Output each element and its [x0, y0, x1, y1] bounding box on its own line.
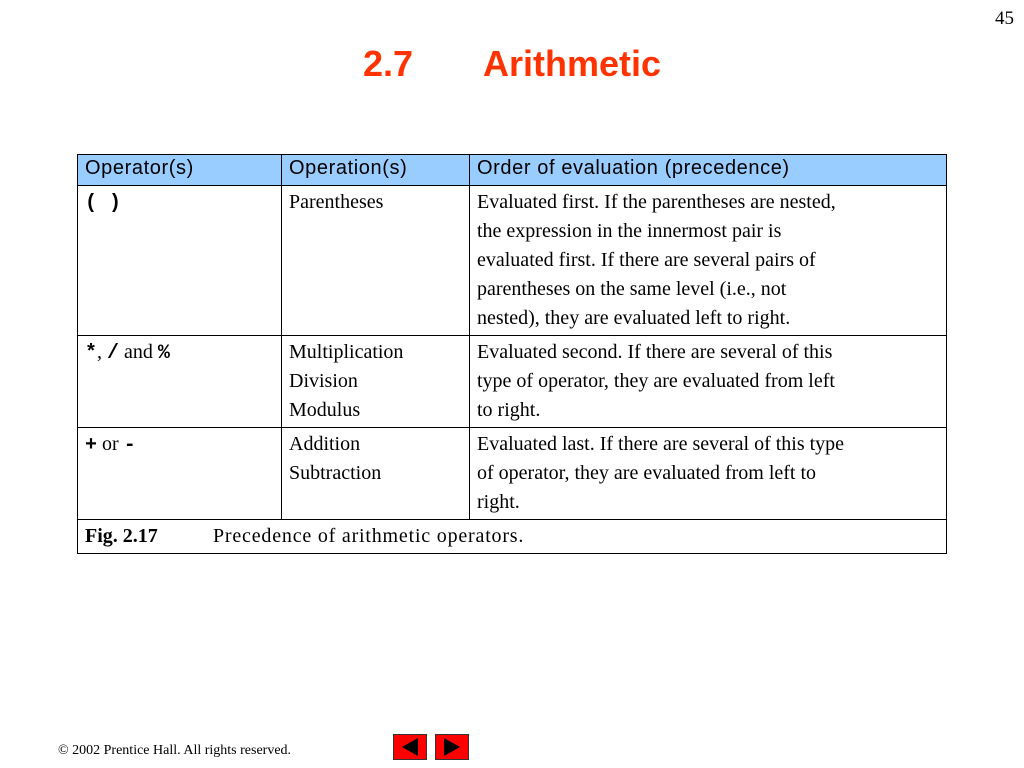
page-number: 45 [995, 8, 1014, 29]
operation-cell [282, 428, 470, 520]
evaluation-line: Evaluated first. If the parentheses are nested, [477, 191, 836, 213]
precedence-table [77, 154, 947, 554]
evaluation-line: of operator, they are evaluated from left to [477, 462, 817, 484]
table-row [78, 186, 947, 336]
header-order-of-evaluation: Order of evaluation (precedence) [470, 155, 947, 186]
operator-symbol: * [85, 342, 98, 365]
evaluation-line: nested), they are evaluated left to right. [477, 307, 791, 329]
evaluation-line: parentheses on the same level (i.e., not [477, 278, 787, 300]
section-title: Arithmetic [482, 43, 662, 84]
operator-cell [78, 336, 282, 428]
figure-caption [78, 520, 947, 554]
previous-slide-button[interactable] [393, 734, 427, 760]
operator-separator: and [119, 341, 158, 363]
operator-symbol: % [157, 342, 170, 365]
evaluation-line: Evaluated last. If there are several of this type [477, 433, 845, 455]
evaluation-cell [470, 428, 947, 520]
header-operators: Operator(s) [78, 155, 282, 186]
table-header-row [78, 155, 947, 186]
evaluation-cell [470, 186, 947, 336]
evaluation-line: type of operator, they are evaluated from left [477, 370, 835, 392]
slide-title [0, 43, 1024, 84]
table-row [78, 336, 947, 428]
evaluation-line: right. [477, 491, 520, 513]
copyright-notice [58, 743, 291, 759]
operator-symbol: / [107, 342, 120, 365]
copyright-text: 2002 Prentice Hall. All rights reserved. [68, 743, 292, 758]
operator-cell [78, 428, 282, 520]
evaluation-line: evaluated first. If there are several pairs of [477, 249, 816, 271]
next-slide-button[interactable] [435, 734, 469, 760]
evaluation-line: the expression in the innermost pair is [477, 220, 782, 242]
operator-cell [78, 186, 282, 336]
operator-separator: or [97, 433, 124, 455]
evaluation-line: to right. [477, 399, 541, 421]
copyright-icon: © [58, 743, 69, 758]
operation-cell [282, 336, 470, 428]
operation-name: Division [289, 370, 358, 392]
triangle-left-icon [394, 735, 426, 759]
table-row [78, 428, 947, 520]
operation-name: Subtraction [289, 462, 382, 484]
operation-name: Parentheses [289, 191, 384, 213]
caption-row [78, 520, 947, 554]
evaluation-cell [470, 336, 947, 428]
operation-name: Modulus [289, 399, 361, 421]
evaluation-line: Evaluated second. If there are several of this [477, 341, 833, 363]
operator-separator: , [97, 341, 108, 363]
operation-cell [282, 186, 470, 336]
header-operations: Operation(s) [282, 155, 470, 186]
figure-caption-text: Precedence of arithmetic operators. [213, 525, 525, 547]
figure-label: Fig. 2.17 [85, 525, 158, 547]
triangle-right-icon [436, 735, 468, 759]
operator-symbol: - [123, 434, 136, 457]
operator-symbol: + [85, 434, 98, 457]
operation-name: Addition [289, 433, 361, 455]
section-number: 2.7 [362, 43, 414, 84]
operator-symbol: ( ) [85, 192, 122, 215]
operation-name: Multiplication [289, 341, 404, 363]
